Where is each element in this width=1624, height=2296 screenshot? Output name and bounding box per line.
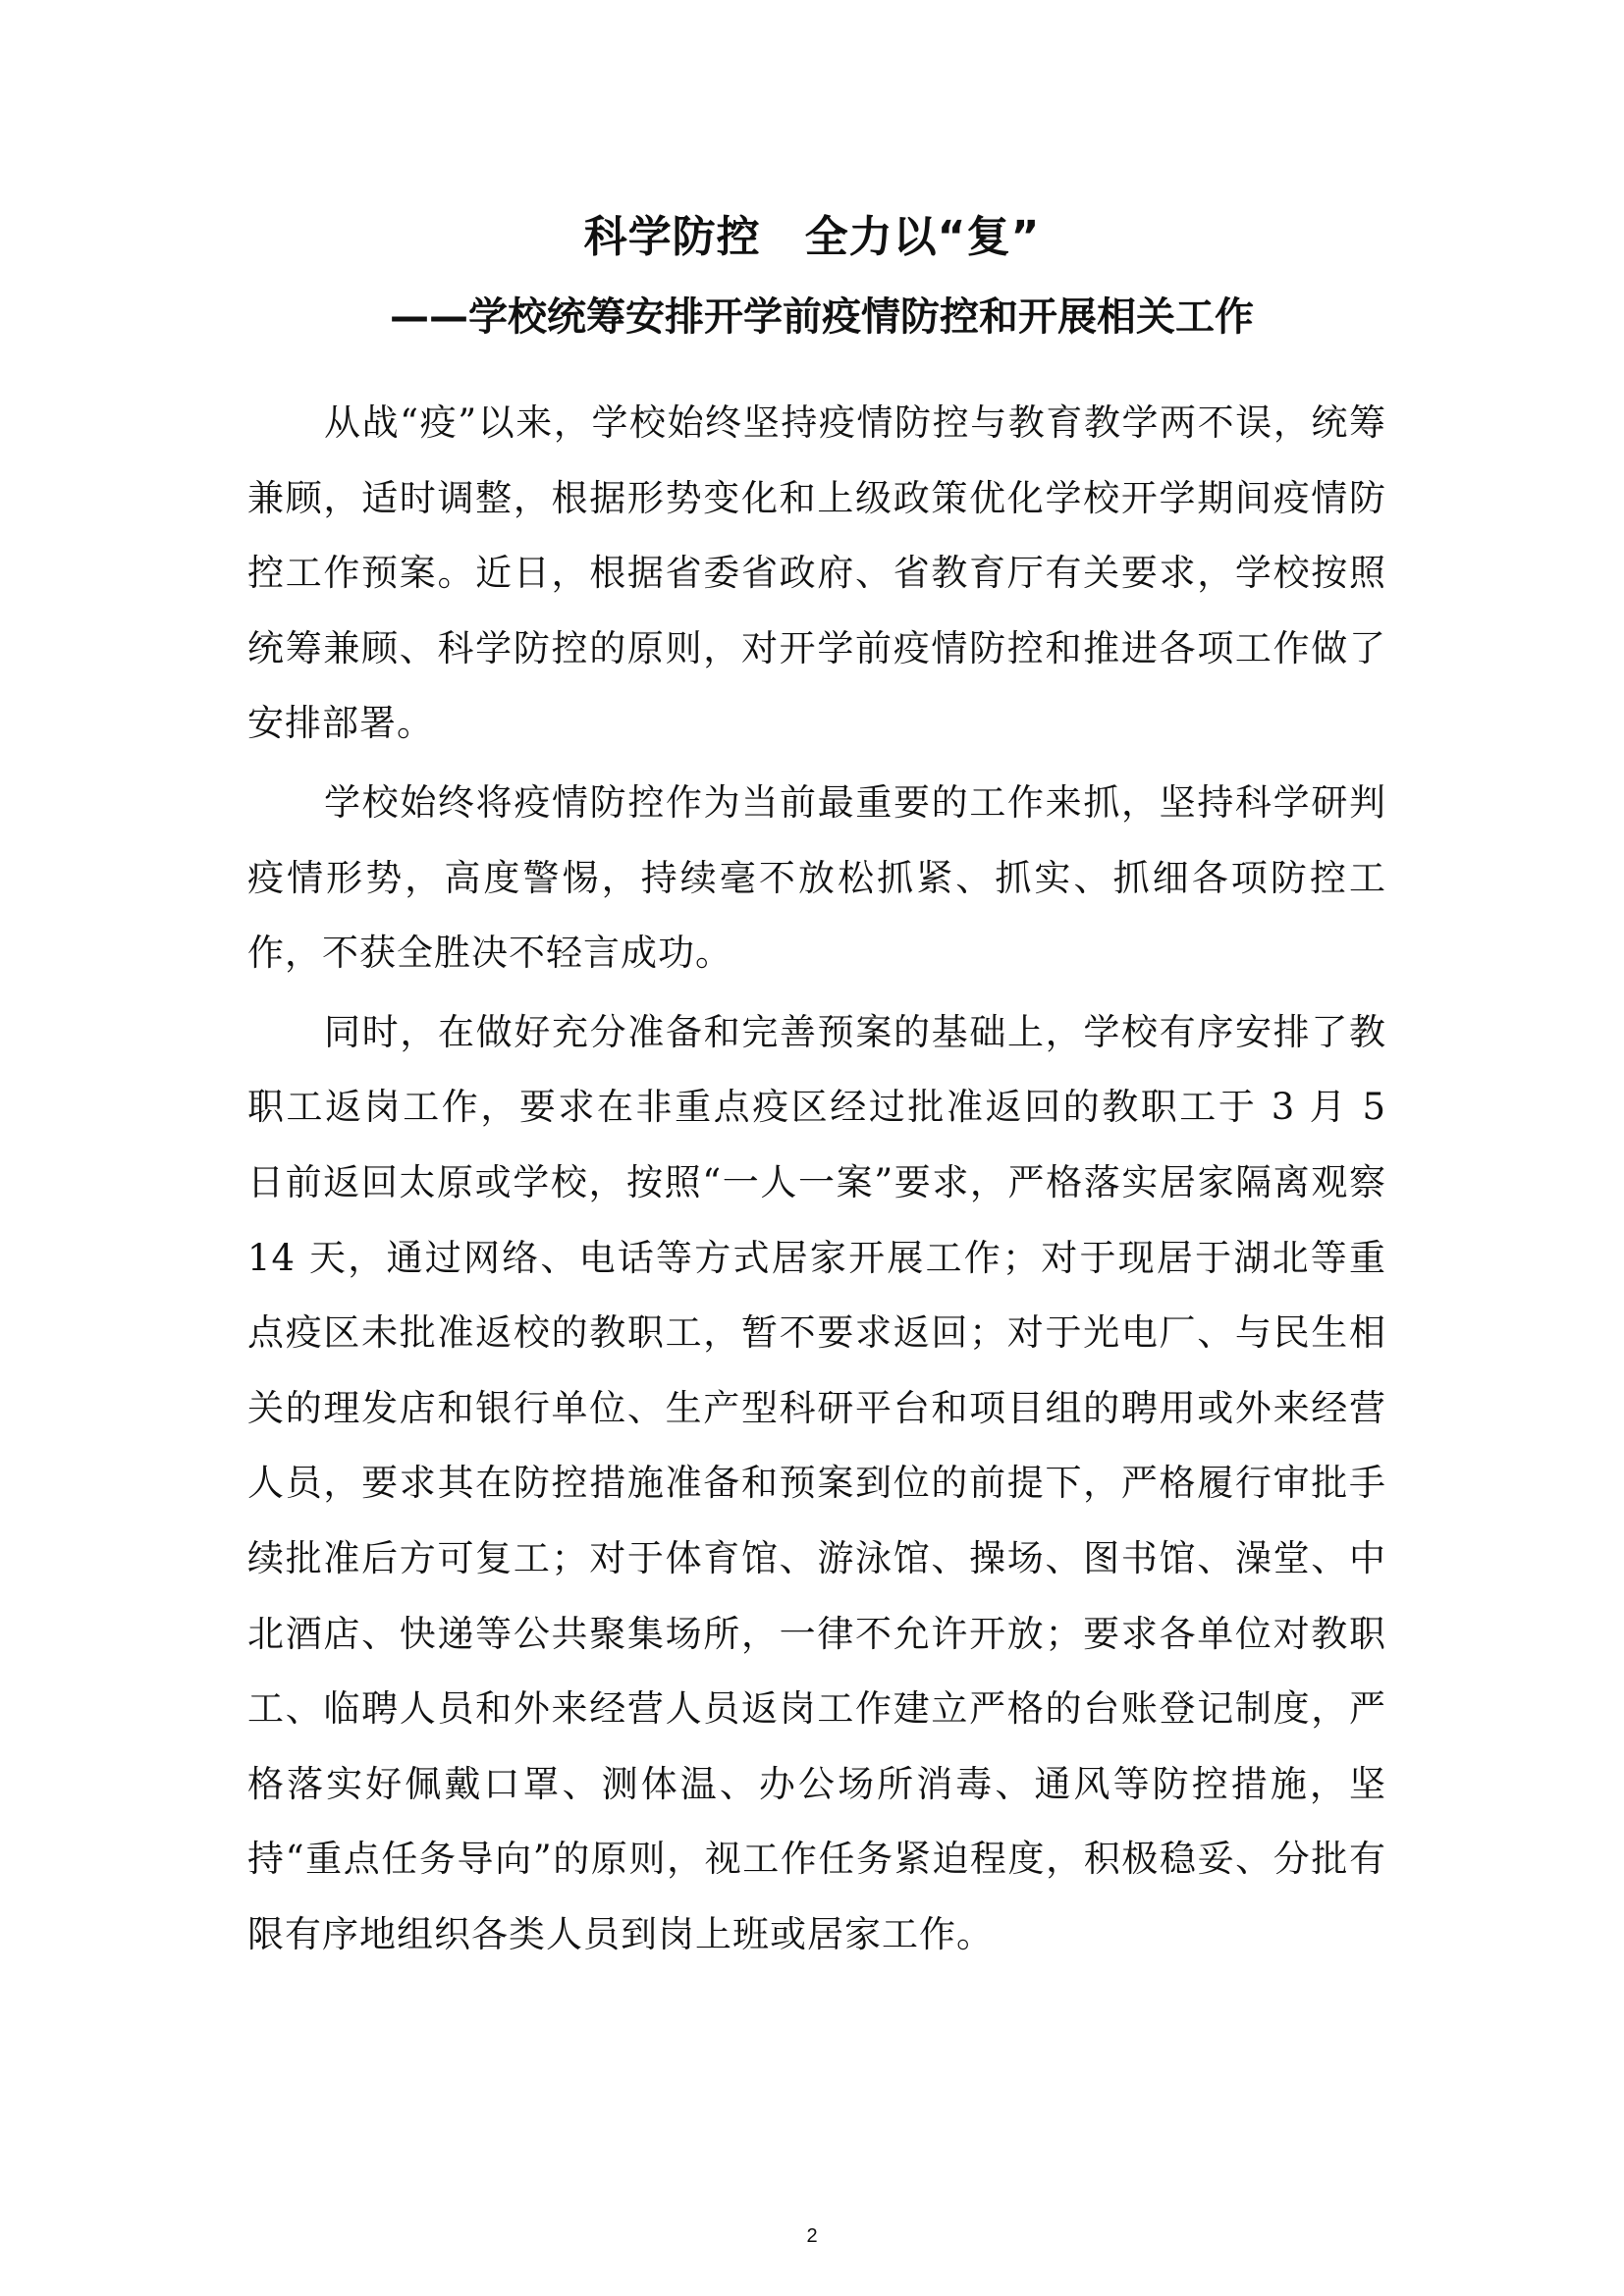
article-body: [247, 386, 1386, 1976]
page-number: 2: [806, 2225, 818, 2247]
paragraph-2: 学校始终将疫情防控作为当前最重要的工作来抓，坚持科学研判疫情形势，高度警惕，持续毫不放松抓紧、抓实、抓细各项防控工作，不获全胜决不轻言成功。: [247, 780, 1386, 975]
page-subtitle: ——学校统筹安排开学前疫情防控和开展相关工作: [390, 294, 1254, 340]
page-title: 科学防控 全力以“复”: [583, 212, 1041, 262]
paragraph-3: 同时，在做好充分准备和完善预案的基础上，学校有序安排了教职工返岗工作，要求在非重点疫区经过批准返回的教职工于 3 月 5 日前返回太原或学校，按照“一人一案”要求，严格落实居家隔离观察 14 天，通过网络、电话等方式居家开展工作；对于现居于湖北等重点疫区未批准返校的教职工，暂不要求返回；对于光电厂、与民生相关的理发店和银行单位、生产型科研平台和项目组的聘用或外来经营人员，要求其在防控措施准备和预案到位的前提下，严格履行审批手续批准后方可复工；对于体育馆、游泳馆、操场、图书馆、澡堂、中北酒店、快递等公共聚集场所，一律不允许开放；要求各单位对教职工、临聘人员和外来经营人员返岗工作建立严格的台账登记制度，严格落实好佩戴口罩、测体温、办公场所消毒、通风等防控措施，坚持“重点任务导向”的原则，视工作任务紧迫程度，积极稳妥、分批有限有序地组织各类人员到岗上班或居家工作。: [247, 1010, 1386, 1955]
paragraph-1: 从战“疫”以来，学校始终坚持疫情防控与教育教学两不误，统筹兼顾，适时调整，根据形势变化和上级政策优化学校开学期间疫情防控工作预案。近日，根据省委省政府、省教育厅有关要求，学校按照统筹兼顾、科学防控的原则，对开学前疫情防控和推进各项工作做了安排部署。: [247, 401, 1386, 745]
